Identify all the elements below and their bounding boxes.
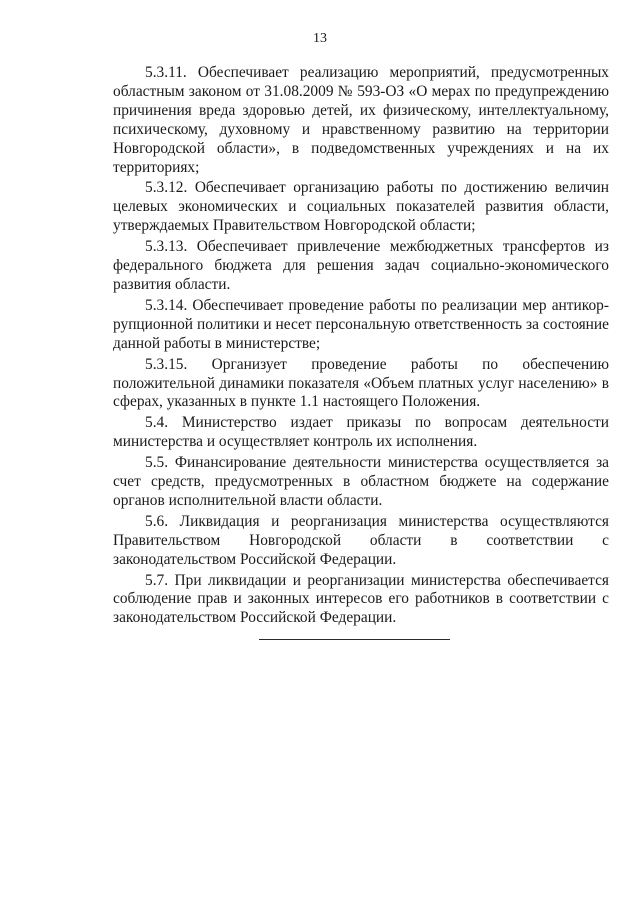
paragraph-5-3-11: 5.3.11. Обеспечивает реализацию мероприятий, предусмотренных областным законом от 31.08.2009 № 593-ОЗ «О мерах по предупреждению причинения вреда здоровью детей, их физическому, интеллектуальному, психическому, духовному и нравственному развитию на территории Новгородской области», в подведомственных учреждениях и на их территориях; [113,64,609,176]
paragraph-5-7: 5.7. При ликвидации и реорганизации министерства обеспечивается соблюдение прав и законных интересов его работников в соответствии с законодательством Российской Федерации. [113,571,609,627]
page-number: 13 [313,31,327,46]
paragraph-5-3-14: 5.3.14. Обеспечивает проведение работы по реализации мер антикоррупционной политики и несет персональную ответственность за состояние данной работы в министерстве; [113,296,609,352]
document-body [113,64,609,630]
paragraph-5-3-13: 5.3.13. Обеспечивает привлечение межбюджетных трансфертов из федерального бюджета для решения задач социально-экономического развития области. [113,238,609,293]
paragraph-5-6: 5.6. Ликвидация и реорганизация министерства осуществляются Правительством Новгородской области в соответствии с законодательством Российской Федерации. [113,512,609,568]
end-of-document-rule [259,639,450,640]
paragraph-5-5: 5.5. Финансирование деятельности министерства осуществляется за счет средств, предусмотренных в областном бюджете на содержание органов исполнительной власти области. [113,454,609,509]
paragraph-5-4: 5.4. Министерство издает приказы по вопросам деятельности министерства и осуществляет контроль их исполнения. [113,414,609,451]
paragraph-5-3-15: 5.3.15. Организует проведение работы по обеспечению положительной динамики показателя «Объем платных услуг населению» в сферах, указанных в пункте 1.1 настоящего Положения. [113,355,609,411]
paragraph-5-3-12: 5.3.12. Обеспечивает организацию работы по достижению величин целевых экономических и социальных показателей развития области, утверждаемых Правительством Новгородской области; [113,179,609,235]
